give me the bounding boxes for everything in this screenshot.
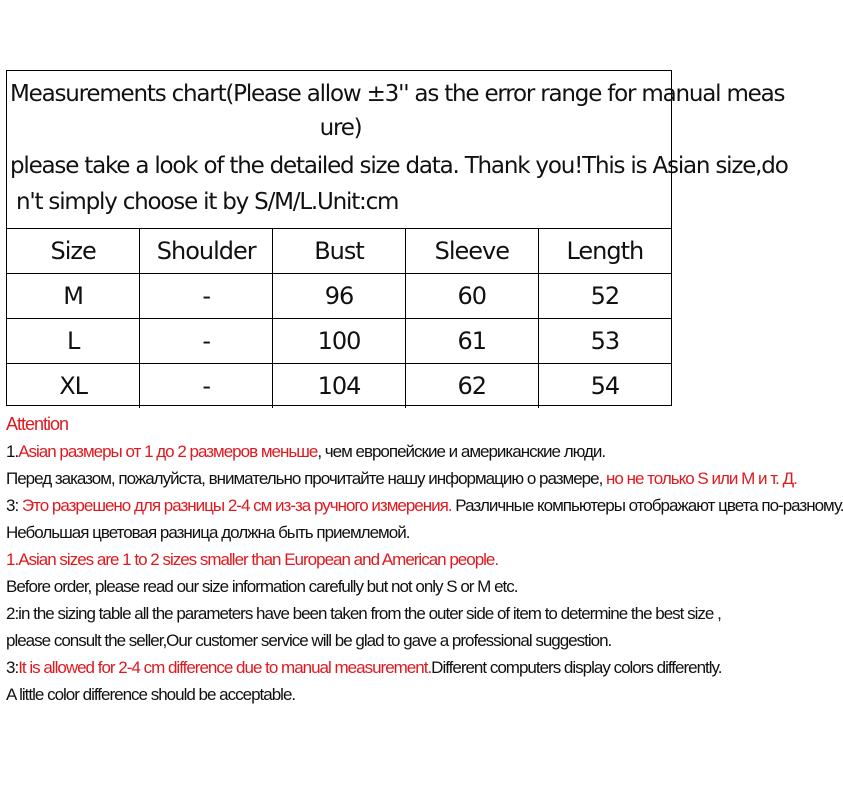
note-text: Различные компьютеры отображают цвета по-разному. bbox=[451, 496, 843, 515]
size-table bbox=[7, 229, 671, 408]
table-cell: 104 bbox=[273, 364, 406, 409]
note-prefix: 1. bbox=[6, 442, 19, 461]
note-text: , чем европейские и американские люди. bbox=[317, 442, 606, 461]
note-highlight: но не только S или M и т. Д. bbox=[606, 469, 797, 488]
table-cell: L bbox=[7, 319, 140, 364]
table-row bbox=[7, 274, 671, 319]
header-line-1: Measurements chart(Please allow ±3'' as the error range for manual meas bbox=[10, 81, 785, 107]
table-cell: 61 bbox=[405, 319, 538, 364]
note-highlight: Asian sizes are 1 to 2 sizes smaller than European and American people. bbox=[18, 550, 499, 569]
note-text: Different computers display colors differently. bbox=[431, 658, 722, 677]
measurements-chart bbox=[6, 70, 788, 406]
column-header: Bust bbox=[273, 229, 406, 274]
note-highlight: Это разрешено для разницы 2-4 см из-за ручного измерения. bbox=[21, 496, 452, 515]
note-line-en-3: 2:in the sizing table all the parameters have been taken from the outer side of item to determine the best size , bbox=[6, 604, 721, 623]
header-line-3: please take a look of the detailed size data. Thank you!This is Asian size,do bbox=[10, 153, 788, 179]
table-cell: 52 bbox=[538, 274, 671, 319]
note-line-ru-2 bbox=[6, 465, 800, 492]
table-cell: - bbox=[140, 364, 273, 409]
note-line-ru-4: Небольшая цветовая разница должна быть приемлемой. bbox=[6, 523, 410, 542]
note-line-en-5 bbox=[6, 654, 800, 681]
note-line-en-4: please consult the seller,Our customer service will be glad to gave a professional suggestion. bbox=[6, 631, 612, 650]
column-header: Sleeve bbox=[405, 229, 538, 274]
table-cell: M bbox=[7, 274, 140, 319]
table-cell: 96 bbox=[273, 274, 406, 319]
note-line-en-2: Before order, please read our size information carefully but not only S or M etc. bbox=[6, 577, 518, 596]
note-line-en-1 bbox=[6, 546, 800, 573]
table-header-row bbox=[7, 229, 671, 274]
note-line-ru-3 bbox=[6, 492, 843, 519]
note-prefix: 3: bbox=[6, 658, 19, 677]
header-line-4: n't simply choose it by S/M/L.Unit:cm bbox=[16, 189, 399, 215]
chart-header bbox=[7, 71, 788, 229]
attention-heading: Attention bbox=[6, 414, 69, 434]
attention-notes bbox=[6, 411, 843, 708]
table-cell: - bbox=[140, 274, 273, 319]
table-cell: 53 bbox=[538, 319, 671, 364]
table-cell: 54 bbox=[538, 364, 671, 409]
note-text: Перед заказом, пожалуйста, внимательно прочитайте нашу информацию о размере, bbox=[6, 469, 607, 488]
table-cell: - bbox=[140, 319, 273, 364]
table-cell: 100 bbox=[273, 319, 406, 364]
table-cell: XL bbox=[7, 364, 140, 409]
table-cell: 60 bbox=[405, 274, 538, 319]
column-header: Length bbox=[538, 229, 671, 274]
note-prefix: 3: bbox=[6, 496, 22, 515]
column-header: Size bbox=[7, 229, 140, 274]
note-line-ru-1 bbox=[6, 438, 800, 465]
column-header: Shoulder bbox=[140, 229, 273, 274]
note-line-en-6: A little color difference should be acceptable. bbox=[6, 685, 296, 704]
table-row bbox=[7, 319, 671, 364]
note-prefix: 1. bbox=[6, 550, 19, 569]
note-highlight: Asian размеры от 1 до 2 размеров меньше bbox=[18, 442, 318, 461]
note-highlight: It is allowed for 2-4 cm difference due to manual measurement. bbox=[18, 658, 432, 677]
header-line-2: ure) bbox=[319, 115, 362, 141]
table-row bbox=[7, 364, 671, 409]
table-cell: 62 bbox=[405, 364, 538, 409]
